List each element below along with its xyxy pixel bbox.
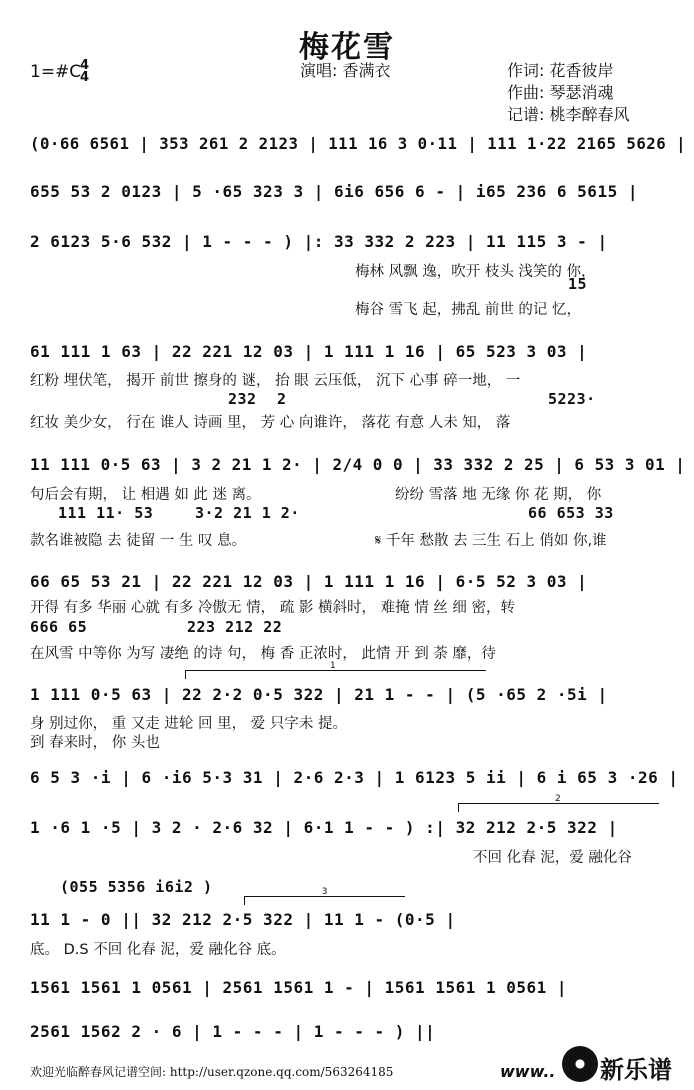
staff-line-3: 2 6123 5·6 532 | 1 - - - ) |: 33 332 2 223 | 11 115 3 - | (30, 232, 608, 251)
volta-bracket-1 (185, 661, 486, 679)
lyric-verse2-line1: 梅谷 雪飞 起，拂乱 前世 的记 忆， (355, 302, 582, 318)
staff-line-12: 2561 1562 2 · 6 | 1 - - - | 1 - - - ) || (30, 1022, 436, 1041)
volta-bracket-2 (458, 794, 659, 812)
staff-line-11: 1561 1561 1 0561 | 2561 1561 1 - | 1561 1561 1 0561 | (30, 978, 568, 997)
watermark-www: www.. (500, 1062, 556, 1081)
lyric-verse1-line5: 身 别过你， 重 又走 进轮 回 里， 爱 只字未 提。 (30, 716, 347, 732)
lyric-verse2-line3b: 𝄋 千年 愁散 去 三生 石上 俏如 你,谁 (375, 533, 607, 549)
alt-notes-3b: 3·2 21 1 2· (195, 504, 300, 522)
lyric-verse1-line3a: 句后会有期， 让 相遇 如 此 迷 离。 (30, 487, 261, 503)
meter-bottom: 4 (80, 70, 90, 85)
lyric-verse2-line4: 在风雪 中等你 为写 凄绝 的诗 句， 梅 香 正浓时， 此情 开 到 荼 靡，待 (30, 646, 496, 662)
transcriber-credit: 记谱: 桃李醉春风 (507, 105, 630, 124)
staff-line-1: (0·66 6561 | 353 261 2 2123 | 111 16 3 0·11 | 111 1·22 2165 5626 | (30, 134, 687, 153)
key-signature: 1=#C (30, 62, 82, 82)
staff-line-8: 6 5 3 ·i | 6 ·i6 5·3 31 | 2·6 2·3 | 1 6123 5 ii | 6 i 65 3 ·26 | (30, 768, 679, 787)
alt-notes-2c: 5223· (548, 390, 596, 408)
footer-text: 欢迎光临醉春风记谱空间: http://user.qzone.qq.com/563264185 (30, 1065, 394, 1079)
lyric-verse1-line1: 梅林 风飘 逸，吹开 枝头 浅笑的 你， (355, 264, 596, 280)
lyric-verse1-line3b: 纷纷 雪落 地 无缘 你 花 期， 你 (395, 487, 602, 503)
alt-notes-4a: 666 65 (30, 618, 88, 636)
volta-number-1: 1 (330, 661, 336, 671)
lyric-verse1-line4: 开得 有多 华丽 心就 有多 冷傲无 情， 疏 影 横斜时， 难掩 情 丝 细 密，转 (30, 600, 516, 616)
staff-line-10: 11 1 - 0 || 32 212 2·5 322 | 11 1 - (0·5 | (30, 910, 456, 929)
alt-notes-4b: 223 212 22 (187, 618, 283, 636)
logo-text: 新乐谱 (600, 1056, 672, 1084)
lyric-verse2-line3a: 款名谁被隐 去 徒留 一 生 叹 息。 (30, 533, 247, 549)
volta-number-2: 2 (555, 794, 561, 804)
time-signature (80, 60, 89, 84)
lyric-verse2-line5: 到 春来时， 你 头也 (30, 735, 160, 751)
lyric-verse1-line2: 红粉 埋伏笔， 揭开 前世 擦身的 谜， 抬 眼 云压低， 沉下 心事 碎一地， 一 (30, 373, 521, 389)
intro-notes-bracket: (055 5356 i6i2 ) (60, 878, 213, 896)
meter-top: 4 (80, 58, 90, 73)
lyricist-credit: 作词: 花香彼岸 (507, 61, 614, 80)
volta-number-3: 3 (321, 887, 328, 897)
staff-line-9: 1 ·6 1 ·5 | 3 2 · 2·6 32 | 6·1 1 - - ) :| 32 212 2·5 322 | (30, 818, 618, 837)
staff-line-4: 61 111 1 63 | 22 221 12 03 | 1 111 1 16 | 65 523 3 03 | (30, 342, 588, 361)
volta-bracket-3 (244, 887, 405, 905)
alt-notes-3a: 111 11· 53 (58, 504, 154, 522)
staff-line-6: 66 65 53 21 | 22 221 12 03 | 1 111 1 16 | 6·5 52 3 03 | (30, 572, 588, 591)
song-title: 梅花雪 (299, 30, 395, 65)
singer-credit: 演唱: 香满衣 (300, 61, 391, 80)
composer-credit: 作曲: 琴瑟消魂 (507, 83, 614, 102)
lyric-coda-line2: 底。 D.S 不回 化春 泥，爱 融化谷 底。 (30, 942, 286, 958)
alt-notes-1: 15 (568, 275, 588, 293)
staff-line-5: 11 111 0·5 63 | 3 2 21 1 2· | 2/4 0 0 | 33 332 2 25 | 6 53 3 01 | (30, 455, 686, 474)
alt-notes-3c: 66 653 33 (528, 504, 614, 522)
logo-disc-icon (562, 1046, 598, 1082)
alt-notes-2b: 2 (277, 390, 287, 408)
alt-notes-2a: 232 (228, 390, 257, 408)
staff-line-7: 1 111 0·5 63 | 22 2·2 0·5 322 | 21 1 - - | (5 ·65 2 ·5i | (30, 685, 608, 704)
lyric-verse2-line2: 红妆 美少女， 行在 谁人 诗画 里， 芳 心 向谁许， 落花 有意 人未 知， 落 (30, 415, 511, 431)
lyric-coda-line1: 不回 化春 泥，爱 融化谷 (473, 850, 632, 866)
staff-line-2: 655 53 2 0123 | 5 ·65 323 3 | 6i6 656 6 - | i65 236 6 5615 | (30, 182, 638, 201)
